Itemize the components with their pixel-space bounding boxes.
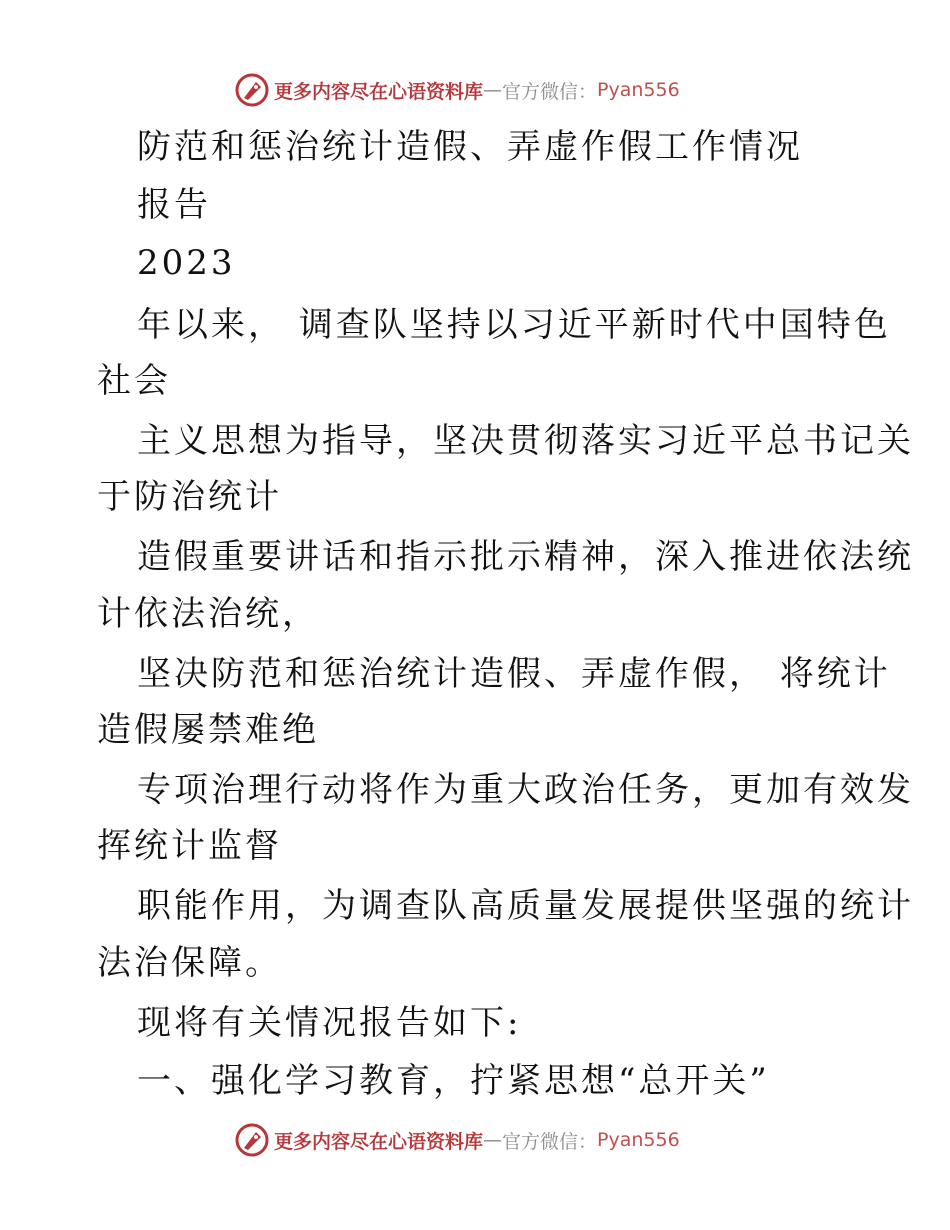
watermark-wechat-id: Pyan556 — [597, 79, 680, 101]
document-title-line-1: 防范和惩治统计造假、弄虚作假工作情况 — [137, 127, 803, 167]
watermark-main-text: 更多内容尽在心语资料库 — [274, 1130, 484, 1153]
watermark-main-text: 更多内容尽在心语资料库 — [274, 80, 484, 103]
document-line: 造假重要讲话和指示批示精神，深入推进依法统 — [137, 537, 914, 577]
document-section-heading: 一、强化学习教育，拧紧思想“总开关” — [137, 1061, 770, 1101]
document-title-line-2: 报告 — [137, 185, 211, 225]
watermark-wechat-label: 官方微信： — [502, 80, 598, 103]
watermark-banner-bottom — [234, 1120, 680, 1160]
watermark-wechat-id: Pyan556 — [597, 1129, 680, 1151]
pen-nib-circle-icon — [234, 1122, 270, 1158]
document-line: 坚决防范和惩治统计造假、弄虚作假， 将统计 — [137, 654, 891, 694]
document-line: 社会 — [97, 361, 171, 401]
watermark-dash: — — [483, 79, 503, 101]
watermark-wechat-label: 官方微信： — [502, 1130, 598, 1153]
document-line: 法治保障。 — [97, 943, 282, 983]
document-line: 造假屡禁难绝 — [97, 710, 319, 750]
document-line: 职能作用，为调查队高质量发展提供坚强的统计 — [137, 886, 914, 926]
document-line: 于防治统计 — [97, 477, 282, 517]
document-line: 现将有关情况报告如下: — [137, 1003, 522, 1043]
document-line: 计依法治统， — [97, 594, 319, 634]
document-line: 主义思想为指导，坚决贯彻落实习近平总书记关 — [137, 421, 914, 461]
document-line: 年以来， 调查队坚持以习近平新时代中国特色 — [137, 305, 891, 345]
document-line-year: 2023 — [137, 243, 236, 283]
watermark-dash: — — [483, 1129, 503, 1151]
document-line: 挥统计监督 — [97, 826, 282, 866]
document-line: 专项治理行动将作为重大政治任务，更加有效发 — [137, 770, 914, 810]
